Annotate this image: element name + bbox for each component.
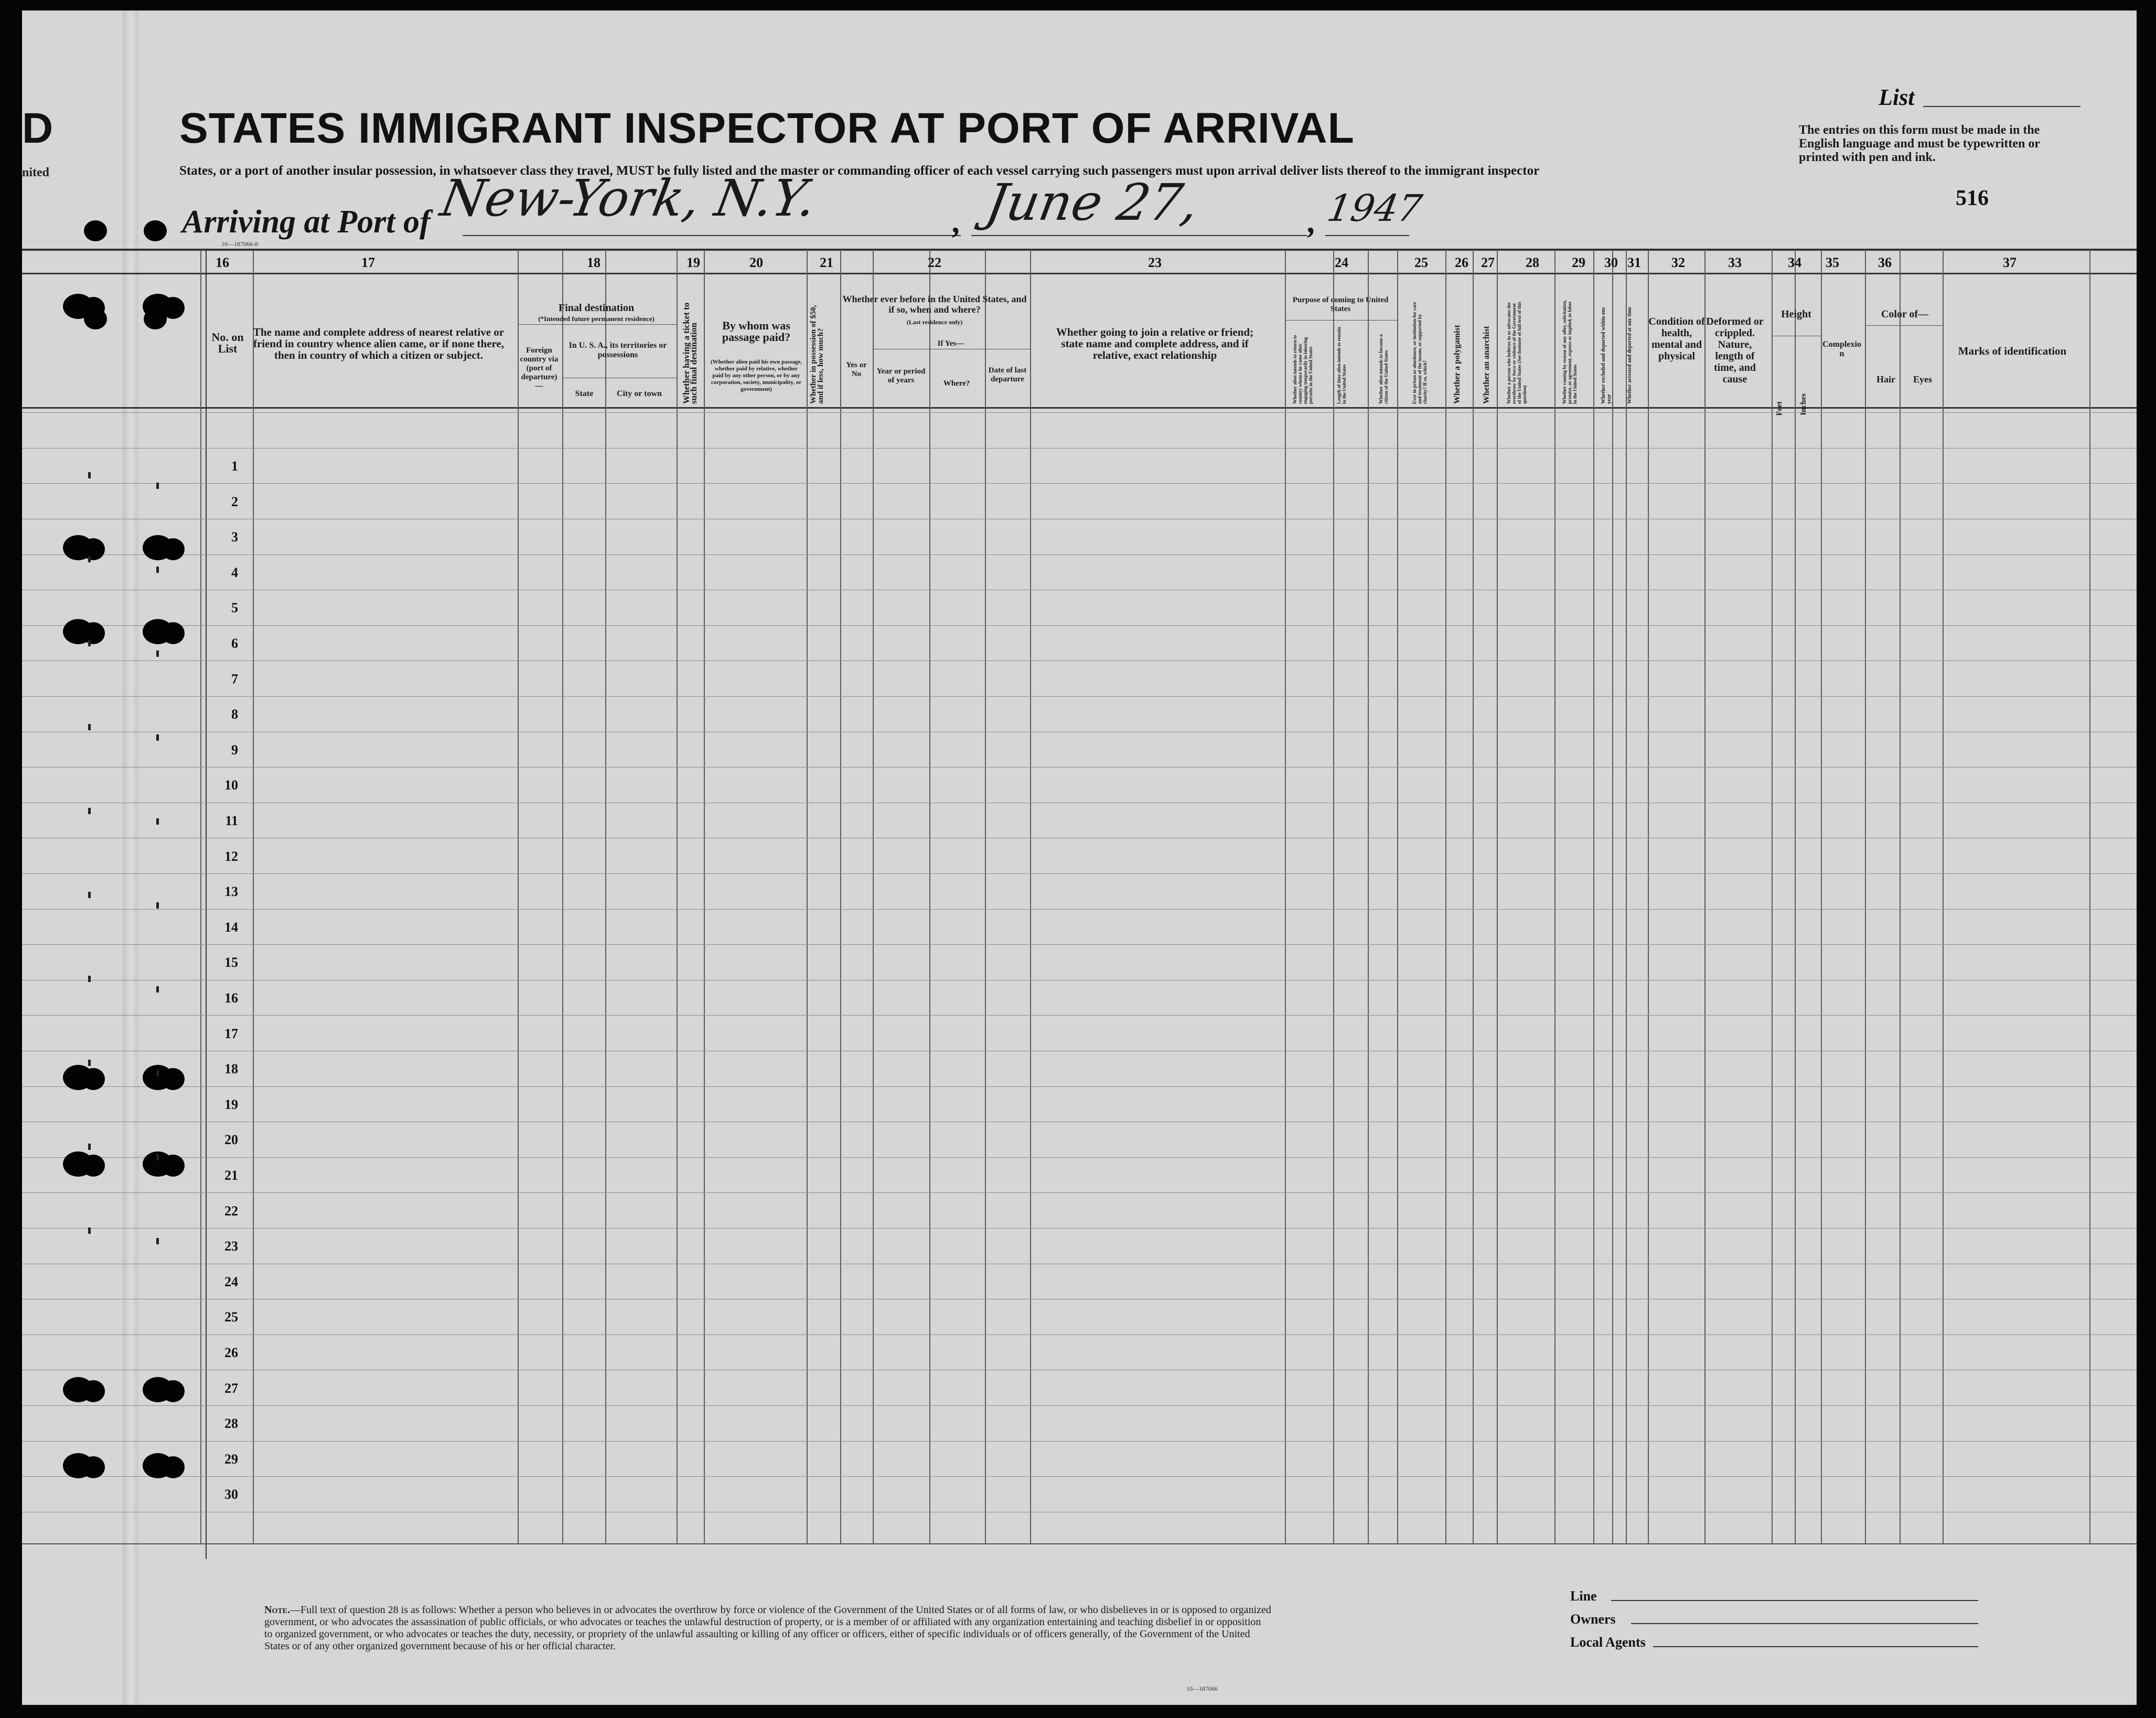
margin-tick [88,808,91,814]
header-purpose: Purpose of coming to United States [1292,296,1389,313]
header-anarchist: Whether an anarchist [1482,326,1491,404]
row-number: 5 [231,600,238,615]
list-fill-line [1923,106,2080,107]
colnum-24: 24 [1335,255,1348,270]
header-city: City or town [617,389,662,398]
header-no-on-list: No. on List [211,330,244,355]
margin-tick [156,734,159,741]
row-number: 21 [224,1168,238,1183]
row-number: 4 [231,565,238,580]
date-fill-line [971,235,1307,236]
column-rule [873,250,874,1543]
colnum-33: 33 [1728,255,1742,270]
binding-hole [162,1155,185,1177]
colnum-23: 23 [1148,255,1162,270]
column-rule [1612,250,1613,1543]
row-number: 10 [224,777,238,793]
row-rule [22,448,2137,449]
binding-hole [162,1456,185,1478]
margin-tick [156,650,159,657]
colnum-20: 20 [749,255,763,270]
header-excluded: Whether excluded and deported within one year [1601,307,1612,404]
date-handwritten: June 27, [982,173,1204,232]
row-number: 29 [224,1452,238,1467]
column-rule [704,250,705,1543]
instructions-text: The entries on this form must be made in the English language and must be typewritten or printed with pen and ink. [1799,123,2040,164]
header-inches: Inches [1799,393,1808,415]
page-number: 516 [1956,186,1989,210]
margin-tick [156,1238,159,1244]
row-rule [22,696,2137,697]
margin-tick [156,902,159,909]
column-rule [1795,250,1796,1543]
manifest-sheet [22,10,2137,1705]
colnum-19: 19 [687,255,700,270]
column-rule [929,250,930,1543]
binding-hole [144,220,167,241]
column-rule [1285,250,1286,1543]
column-rule [1554,250,1556,1543]
row-rule [22,1476,2137,1477]
margin-tick [156,483,159,489]
header-foreign-country: Foreign country via (port of departure)— [520,346,559,390]
form-code-bottom: 10—187066 [1186,1685,1218,1692]
row-number: 26 [224,1345,238,1360]
list-label: List [1879,84,1915,110]
binding-hole [162,538,185,560]
form-title: STATES IMMIGRANT INSPECTOR AT PORT OF ARRIVAL [179,104,1355,152]
header-passage-paid-sub: (Whether alien paid his own passage, whether paid by relative, whether paid by any other person, or by any corporation, society, municipality, or government) [711,359,802,392]
row-rule [22,873,2137,874]
year-fill-line [1325,235,1409,236]
row-number: 2 [231,494,238,509]
column-rule [1397,250,1398,1543]
row-number: 8 [231,707,238,722]
year-handwritten: 1947 [1324,187,1425,230]
left-margin-rule [206,250,207,1559]
row-number: 28 [224,1416,238,1431]
row-number: 9 [231,742,238,757]
binding-hole [162,1380,185,1402]
header-nearest-relative: The name and complete address of nearest relative or friend in country whence alien came, or if none there, then in country of which a citizen or subject. [253,326,505,361]
margin-tick [156,818,159,825]
footnote-question-28 [264,1604,1271,1652]
row-number: 24 [224,1274,238,1289]
row-rule [22,1228,2137,1229]
margin-tick [156,1154,159,1160]
colnum-18: 18 [587,255,600,270]
row-number: 14 [224,920,238,935]
column-rule [840,250,841,1543]
margin-tick [88,976,91,982]
page-fold [123,10,138,1705]
row-number: 19 [224,1097,238,1112]
header-fifty-dollars: Whether in possession of $50, and if less, how much? [809,305,825,404]
header-arrested: Whether arrested and deported at any time [1627,306,1633,404]
column-rule [1648,250,1649,1543]
header-ever-before-sub: (Last residence only) [906,318,963,326]
footnote-label: Note. [264,1604,291,1616]
margin-tick [88,472,91,478]
arriving-label: Arriving at Port of [182,204,431,240]
header-purpose-citizen: Whether alien intends to become a citizen of the United States [1378,334,1389,404]
binding-hole [82,1380,105,1402]
binding-hole [144,308,167,329]
rule-final-dest [518,324,677,325]
rule-purpose [1285,320,1397,321]
column-rule [2089,250,2090,1543]
column-rule [1704,250,1706,1543]
colnum-22: 22 [928,255,941,270]
header-ever-before: Whether ever before in the United States, and if so, when and where? [842,294,1027,315]
comma-1: , [953,204,961,240]
column-rule [253,250,254,1543]
margin-tick [88,892,91,898]
colnum-29: 29 [1572,255,1585,270]
column-rule [985,250,986,1543]
colnum-37: 37 [2003,255,2016,270]
row-rule [22,1015,2137,1016]
line-label: Line [1570,1588,1597,1604]
header-height: Height [1781,308,1811,320]
header-where: Where? [943,379,970,388]
colnum-32: 32 [1671,255,1685,270]
header-if-yes: If Yes— [937,339,964,348]
row-number: 23 [224,1239,238,1254]
row-number: 13 [224,884,238,899]
header-yes-no: Yes or No [846,361,867,378]
rule-top [22,249,2137,251]
row-number: 16 [224,990,238,1006]
form-code-top: 10—187066-8 [221,240,258,248]
row-rule [22,554,2137,555]
colnum-26: 26 [1455,255,1468,270]
colnum-17: 17 [361,255,375,270]
row-rule [22,944,2137,945]
row-rule [22,625,2137,626]
margin-tick [88,724,91,730]
column-rule [1368,250,1369,1543]
row-number: 27 [224,1381,238,1396]
margin-tick [156,567,159,573]
header-year: Year or period of years [876,367,926,385]
port-handwritten: New-York, N.Y. [436,169,821,228]
rule-color [1865,325,1943,326]
rule-colnums [22,273,2137,274]
row-number: 18 [224,1061,238,1076]
column-rule [1333,250,1334,1543]
row-number: 11 [225,813,238,828]
row-number: 7 [231,671,238,687]
margin-tick [156,986,159,993]
header-color-of: Color of— [1881,308,1929,320]
row-rule [22,660,2137,661]
binding-hole [84,220,107,241]
column-rule [605,250,606,1543]
column-rule [807,250,808,1543]
header-final-destination-sub: (*Intended future permanent residence) [538,315,655,323]
footnote-text: —Full text of question 28 is as follows: Whether a person who believes in or advocates the overthrow by force or violence of the Government of the United States or of all forms of law, or who disbelieves in or is opposed to organized government, or who advocates the assassination of public officials, or who advocates or teaches the unlawful destruction of property, or is a member of or affiliated with any organization entertaining and teaching disbelief in or opposition to organized government, or who advocates or teaches the duty, necessity, or propriety of the unlawful assaulting or killing of any officer or officers, either of specific individuals or of officers generally, of the Government of the United States or of any other organized government because of his or her official character. [264,1604,1271,1652]
header-purpose-return: Whether alien intends to return to country whence he came after engaging temporarily in laboring pursuits in the United States [1292,335,1313,404]
header-complexion: Complexion [1822,340,1861,358]
owners-fill-line [1631,1623,1978,1624]
column-rule [1497,250,1498,1543]
margin-tick [88,1060,91,1066]
header-prison: Ever in prison or almshouse, or institution for care and treatment of the insane, or supported by charity? If so, which? [1412,302,1428,404]
header-usa: In U. S. A., its territories or possessions [569,341,667,359]
row-rule [22,1441,2137,1442]
column-rule [1943,250,1944,1543]
column-rule [200,250,201,1543]
row-rule [22,909,2137,910]
margin-tick [156,1070,159,1076]
port-fill-line [463,235,961,236]
colnum-21: 21 [820,255,833,270]
column-rule [677,250,678,1543]
table-bottom-rule [22,1543,2137,1544]
agents-fill-line [1653,1646,1978,1647]
colnum-35: 35 [1826,255,1839,270]
line-fill-line [1611,1600,1978,1601]
column-rule [562,250,563,1543]
row-rule [22,1157,2137,1158]
colnum-34: 34 [1788,255,1801,270]
row-number: 25 [224,1309,238,1325]
column-rule [1030,250,1031,1543]
header-hair: Hair [1876,374,1895,385]
header-overthrow: Whether a person who believes in or advocates the overthrow by force or violence of the Government of the United States (See footnote of full text of this question) [1506,302,1527,404]
form-subtitle: States, or a port of another insular possession, in whatsoever class they travel, MUST be fully listed and the master or commanding officer of each vessel carrying such passengers must upon arrival deliver lists thereof to the immigrant inspector [179,164,1540,178]
colnum-25: 25 [1414,255,1428,270]
margin-tick [88,640,91,646]
header-passage-paid: By whom was passage paid? [722,319,791,344]
comma-2: , [1308,204,1316,240]
row-rule [22,1192,2137,1193]
colnum-36: 36 [1878,255,1892,270]
column-rule [1821,250,1822,1543]
column-rule [1865,250,1866,1543]
header-join-relative: Whether going to join a relative or friend; state name and complete address, and if relative, exact relationship [1056,326,1254,361]
header-feet: Feet [1775,401,1784,416]
header-eyes: Eyes [1913,374,1932,385]
header-polygamist: Whether a polygamist [1453,325,1462,404]
margin-tick [88,556,91,562]
column-rule [1900,250,1901,1543]
row-number: 12 [224,849,238,864]
colnum-27: 27 [1481,255,1495,270]
binding-hole [82,1068,105,1090]
row-number: 20 [224,1132,238,1147]
row-number: 22 [224,1203,238,1219]
column-rule [1626,250,1627,1543]
binding-hole [82,538,105,560]
margin-tick [88,1144,91,1150]
colnum-30: 30 [1604,255,1618,270]
local-agents-label: Local Agents [1570,1635,1646,1650]
column-rule [1445,250,1446,1543]
header-state: State [575,389,594,398]
header-deformed: Deformed or crippled. Nature, length of time, and cause [1706,316,1764,385]
owners-label: Owners [1570,1612,1616,1627]
colnum-28: 28 [1526,255,1539,270]
column-rule [1593,250,1594,1543]
row-number: 3 [231,529,238,545]
binding-hole [82,622,105,644]
row-number: 30 [224,1487,238,1502]
binding-hole [162,622,185,644]
header-labor-offer: Whether coming by reason of any offer, solicitation, promise, or agreement, express or implied, to labor in the United States [1562,300,1578,404]
row-number: 17 [224,1026,238,1041]
header-final-destination: Final destination [559,302,634,314]
row-number: 1 [231,458,238,474]
margin-tick [88,1228,91,1234]
colnum-16: 16 [216,255,229,270]
binding-hole [162,1068,185,1090]
header-last-departure: Date of last departure [988,366,1027,383]
column-rule [1772,250,1773,1543]
column-rule [1473,250,1474,1543]
row-number: 15 [224,955,238,970]
binding-hole [82,1456,105,1478]
row-rule [22,483,2137,484]
left-page-fragment-small: nited [22,166,50,179]
header-ticket: Whether having a ticket to such final destination [681,302,699,404]
header-health: Condition of health, mental and physical [1648,316,1705,362]
colnum-31: 31 [1627,255,1641,270]
column-rule [518,250,519,1543]
left-page-fragment: D [22,104,53,152]
header-purpose-length: Length of time alien intends to remain in the United States [1336,327,1347,404]
row-rule [22,1086,2137,1087]
row-number: 6 [231,636,238,651]
binding-hole [82,1155,105,1177]
row-rule [22,1405,2137,1406]
binding-hole [84,308,107,329]
header-marks: Marks of identification [1958,345,2067,357]
